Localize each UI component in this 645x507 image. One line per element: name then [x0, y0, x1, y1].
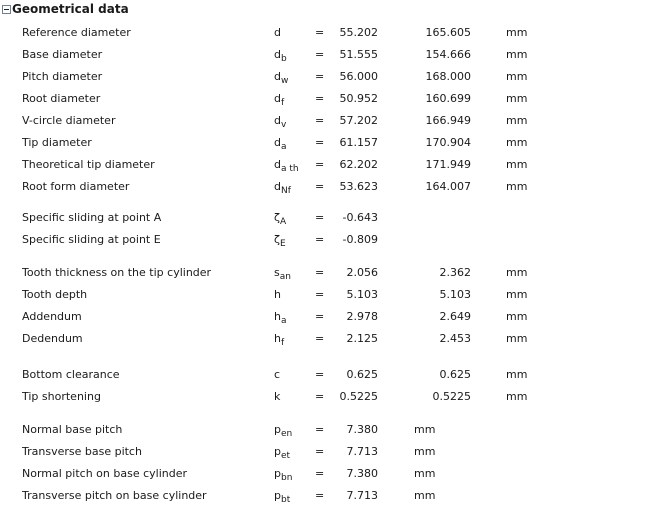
table-row — [0, 154, 645, 176]
equals-sign: = — [315, 467, 325, 480]
unit-label: mm — [506, 26, 528, 39]
equals-sign: = — [315, 92, 325, 105]
row-symbol-subscript: f — [280, 338, 285, 348]
row-symbol: $p_{bt}$ — [274, 489, 291, 505]
row-symbol-subscript: a th — [280, 164, 299, 174]
row-label: Normal pitch on base cylinder — [22, 467, 187, 480]
equals-sign: = — [315, 48, 325, 61]
row-symbol: d — [274, 26, 281, 39]
value-gear-1: 7.713 — [346, 445, 378, 458]
value-gear-1: 2.978 — [346, 310, 378, 323]
table-row — [0, 132, 645, 154]
unit-label: mm — [506, 92, 528, 105]
unit-label: mm — [506, 310, 528, 323]
unit-label: mm — [414, 423, 436, 436]
table-row — [0, 110, 645, 132]
table-row — [0, 386, 645, 408]
row-label: Normal base pitch — [22, 423, 123, 436]
table-row — [0, 176, 645, 198]
value-gear-1: 56.000 — [339, 70, 378, 83]
value-gear-2: 164.007 — [425, 180, 471, 193]
row-symbol: $d_w$ — [274, 70, 289, 86]
row-symbol: $p_{bn}$ — [274, 467, 293, 483]
row-label: Pitch diameter — [22, 70, 103, 83]
value-gear-1: 61.157 — [339, 136, 378, 149]
equals-sign: = — [315, 211, 325, 224]
equals-sign: = — [315, 233, 325, 246]
unit-label: mm — [414, 489, 436, 502]
row-symbol: $d_{Nf}$ — [274, 180, 291, 196]
equals-sign: = — [315, 332, 325, 345]
unit-label: mm — [506, 180, 528, 193]
row-label: Root form diameter — [22, 180, 130, 193]
row-symbol: $d_v$ — [274, 114, 287, 130]
value-gear-1: 55.202 — [339, 26, 378, 39]
row-label: Base diameter — [22, 48, 103, 61]
row-label: Tooth depth — [22, 288, 88, 301]
value-gear-1: 7.380 — [346, 423, 378, 436]
row-label: Tip shortening — [22, 390, 101, 403]
row-symbol: $h_f$ — [274, 332, 285, 348]
value-gear-1: 0.625 — [346, 368, 378, 381]
section-header[interactable] — [0, 0, 645, 20]
equals-sign: = — [315, 368, 325, 381]
equals-sign: = — [315, 288, 325, 301]
unit-label: mm — [506, 136, 528, 149]
unit-label: mm — [506, 114, 528, 127]
row-label: Tip diameter — [22, 136, 92, 149]
row-label: Dedendum — [22, 332, 83, 345]
table-row — [0, 328, 645, 350]
value-gear-2: 160.699 — [425, 92, 471, 105]
unit-label: mm — [506, 266, 528, 279]
value-gear-2: 5.103 — [439, 288, 471, 301]
table-row — [0, 262, 645, 284]
equals-sign: = — [315, 70, 325, 83]
table-row — [0, 284, 645, 306]
value-gear-1: 5.103 — [346, 288, 378, 301]
row-symbol: $\zeta_A$ — [274, 211, 287, 227]
equals-sign: = — [315, 445, 325, 458]
equals-sign: = — [315, 180, 325, 193]
table-row — [0, 419, 645, 441]
row-symbol-subscript: bn — [280, 473, 293, 483]
unit-label: mm — [414, 445, 436, 458]
table-row — [0, 441, 645, 463]
value-gear-1: 2.056 — [346, 266, 378, 279]
row-symbol-subscript: f — [280, 98, 285, 108]
row-label: Root diameter — [22, 92, 101, 105]
value-gear-1: 51.555 — [339, 48, 378, 61]
unit-label: mm — [506, 48, 528, 61]
row-symbol-subscript: bt — [280, 495, 291, 505]
row-symbol: $d_f$ — [274, 92, 285, 108]
equals-sign: = — [315, 390, 325, 403]
value-gear-2: 165.605 — [425, 26, 471, 39]
table-row — [0, 306, 645, 328]
unit-label: mm — [506, 390, 528, 403]
equals-sign: = — [315, 114, 325, 127]
row-symbol-subscript: en — [280, 429, 293, 439]
row-symbol: c — [274, 368, 281, 381]
unit-label: mm — [506, 70, 528, 83]
value-gear-1: 62.202 — [339, 158, 378, 171]
value-gear-1: -0.643 — [342, 211, 378, 224]
value-gear-2: 166.949 — [425, 114, 471, 127]
table-row — [0, 88, 645, 110]
row-symbol: k — [274, 390, 281, 403]
row-symbol: $p_{et}$ — [274, 445, 291, 461]
table-row — [0, 463, 645, 485]
row-symbol-subscript: a — [280, 142, 287, 152]
table-row — [0, 485, 645, 507]
value-gear-1: 2.125 — [346, 332, 378, 345]
value-gear-1: -0.809 — [342, 233, 378, 246]
row-label: Addendum — [22, 310, 82, 323]
row-symbol: $p_{en}$ — [274, 423, 293, 439]
row-label: Transverse base pitch — [22, 445, 142, 458]
table-row — [0, 229, 645, 251]
equals-sign: = — [315, 423, 325, 436]
section-title: Geometrical data — [12, 2, 129, 16]
unit-label: mm — [506, 158, 528, 171]
row-symbol-subscript: v — [280, 120, 287, 130]
value-gear-2: 168.000 — [425, 70, 471, 83]
row-symbol: $\zeta_E$ — [274, 233, 286, 249]
equals-sign: = — [315, 136, 325, 149]
row-label: Transverse pitch on base cylinder — [22, 489, 207, 502]
equals-sign: = — [315, 158, 325, 171]
row-symbol-subscript: w — [280, 76, 289, 86]
row-symbol: h — [274, 288, 281, 301]
row-symbol: $d_a$ — [274, 136, 287, 152]
value-gear-2: 154.666 — [425, 48, 471, 61]
row-label: V-circle diameter — [22, 114, 116, 127]
value-gear-2: 2.649 — [439, 310, 471, 323]
value-gear-1: 57.202 — [339, 114, 378, 127]
row-label: Specific sliding at point E — [22, 233, 161, 246]
row-symbol: $d_b$ — [274, 48, 287, 64]
row-symbol-subscript: Nf — [280, 186, 291, 196]
row-label: Reference diameter — [22, 26, 131, 39]
row-symbol-subscript: E — [279, 239, 286, 249]
equals-sign: = — [315, 310, 325, 323]
value-gear-2: 171.949 — [425, 158, 471, 171]
value-gear-1: 7.713 — [346, 489, 378, 502]
row-label: Tooth thickness on the tip cylinder — [22, 266, 212, 279]
row-symbol: $h_a$ — [274, 310, 287, 326]
value-gear-1: 7.380 — [346, 467, 378, 480]
equals-sign: = — [315, 26, 325, 39]
table-row — [0, 66, 645, 88]
table-row — [0, 22, 645, 44]
unit-label: mm — [506, 368, 528, 381]
row-symbol-subscript: an — [279, 272, 291, 282]
value-gear-2: 2.453 — [439, 332, 471, 345]
row-label: Specific sliding at point A — [22, 211, 162, 224]
row-label: Theoretical tip diameter — [22, 158, 155, 171]
unit-label: mm — [414, 467, 436, 480]
equals-sign: = — [315, 266, 325, 279]
value-gear-2: 170.904 — [425, 136, 471, 149]
value-gear-2: 0.5225 — [432, 390, 471, 403]
row-symbol-subscript: A — [279, 217, 287, 227]
table-row — [0, 364, 645, 386]
value-gear-1: 0.5225 — [339, 390, 378, 403]
value-gear-1: 53.623 — [339, 180, 378, 193]
table-row — [0, 44, 645, 66]
equals-sign: = — [315, 489, 325, 502]
value-gear-2: 0.625 — [439, 368, 471, 381]
row-symbol: $s_{an}$ — [274, 266, 291, 282]
row-symbol-subscript: a — [280, 316, 287, 326]
row-symbol-subscript: b — [280, 54, 287, 64]
row-symbol: $d_{a th}$ — [274, 158, 299, 174]
collapse-icon[interactable] — [2, 5, 11, 14]
value-gear-2: 2.362 — [439, 266, 471, 279]
value-gear-1: 50.952 — [339, 92, 378, 105]
unit-label: mm — [506, 288, 528, 301]
row-symbol-subscript: et — [280, 451, 291, 461]
unit-label: mm — [506, 332, 528, 345]
row-label: Bottom clearance — [22, 368, 120, 381]
table-row — [0, 207, 645, 229]
